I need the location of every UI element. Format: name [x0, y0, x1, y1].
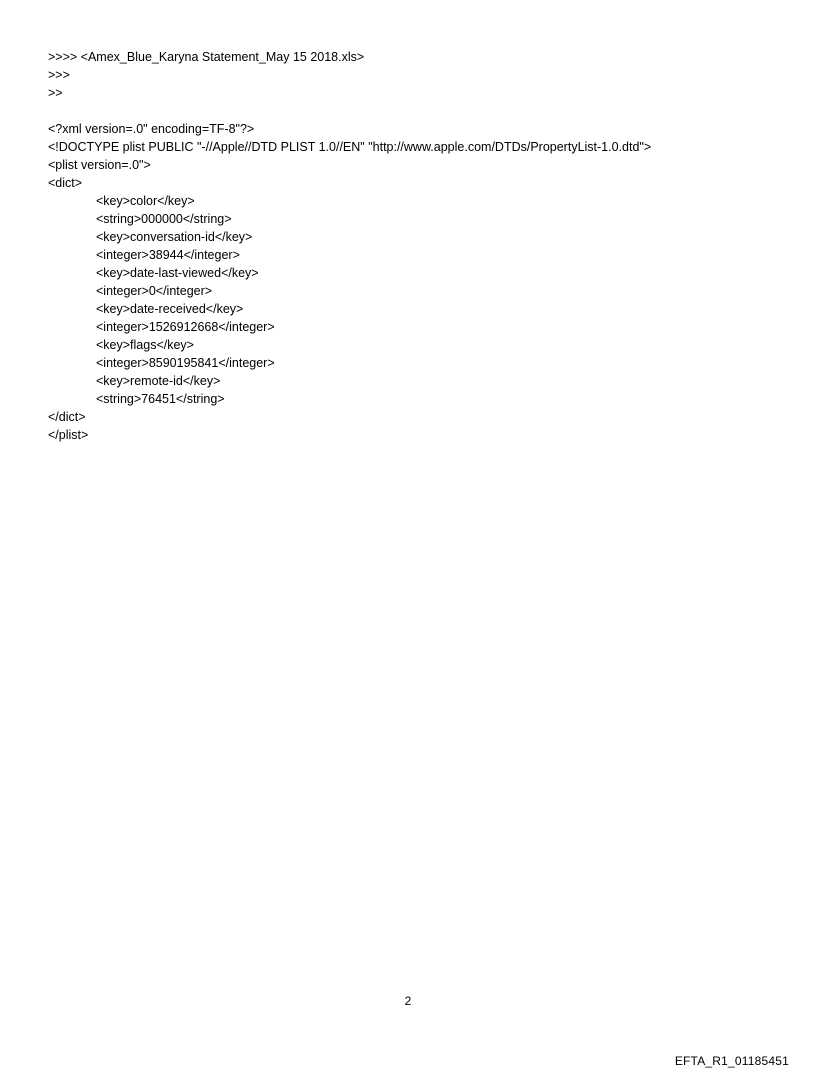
plist-open-tag: <plist version=.0">: [48, 158, 151, 172]
xml-doctype: <!DOCTYPE plist PUBLIC "-//Apple//DTD PLIST 1.0//EN" "http://www.apple.com/DTDs/PropertyList-1.0.dtd">: [48, 140, 652, 154]
dict-entry: <key>date-received</key>: [96, 302, 244, 316]
dict-entry: <integer>8590195841</integer>: [96, 356, 275, 370]
dict-entry: <key>remote-id</key>: [96, 374, 221, 388]
dict-entry: <integer>1526912668</integer>: [96, 320, 275, 334]
plist-close-tag: </plist>: [48, 428, 89, 442]
dict-close-tag: </dict>: [48, 410, 86, 424]
dict-entry: <key>color</key>: [96, 194, 195, 208]
bates-number: EFTA_R1_01185451: [674, 1054, 789, 1068]
page-number: 2: [404, 994, 412, 1008]
xml-declaration: <?xml version=.0" encoding=TF-8"?>: [48, 122, 255, 136]
dict-entry: <string>000000</string>: [96, 212, 232, 226]
dict-entry: <key>conversation-id</key>: [96, 230, 253, 244]
dict-entry: <integer>0</integer>: [96, 284, 213, 298]
quote-marker-line: >>: [48, 86, 63, 100]
quote-marker-line: >>>: [48, 68, 70, 82]
dict-entry: <key>flags</key>: [96, 338, 194, 352]
dict-entry: <integer>38944</integer>: [96, 248, 240, 262]
document-body: [48, 48, 788, 444]
dict-entry: <string>76451</string>: [96, 392, 225, 406]
attachment-line: >>>> <Amex_Blue_Karyna Statement_May 15 2018.xls>: [48, 50, 365, 64]
dict-entry: <key>date-last-viewed</key>: [96, 266, 259, 280]
blank-line: [48, 102, 788, 120]
dict-open-tag: <dict>: [48, 176, 83, 190]
